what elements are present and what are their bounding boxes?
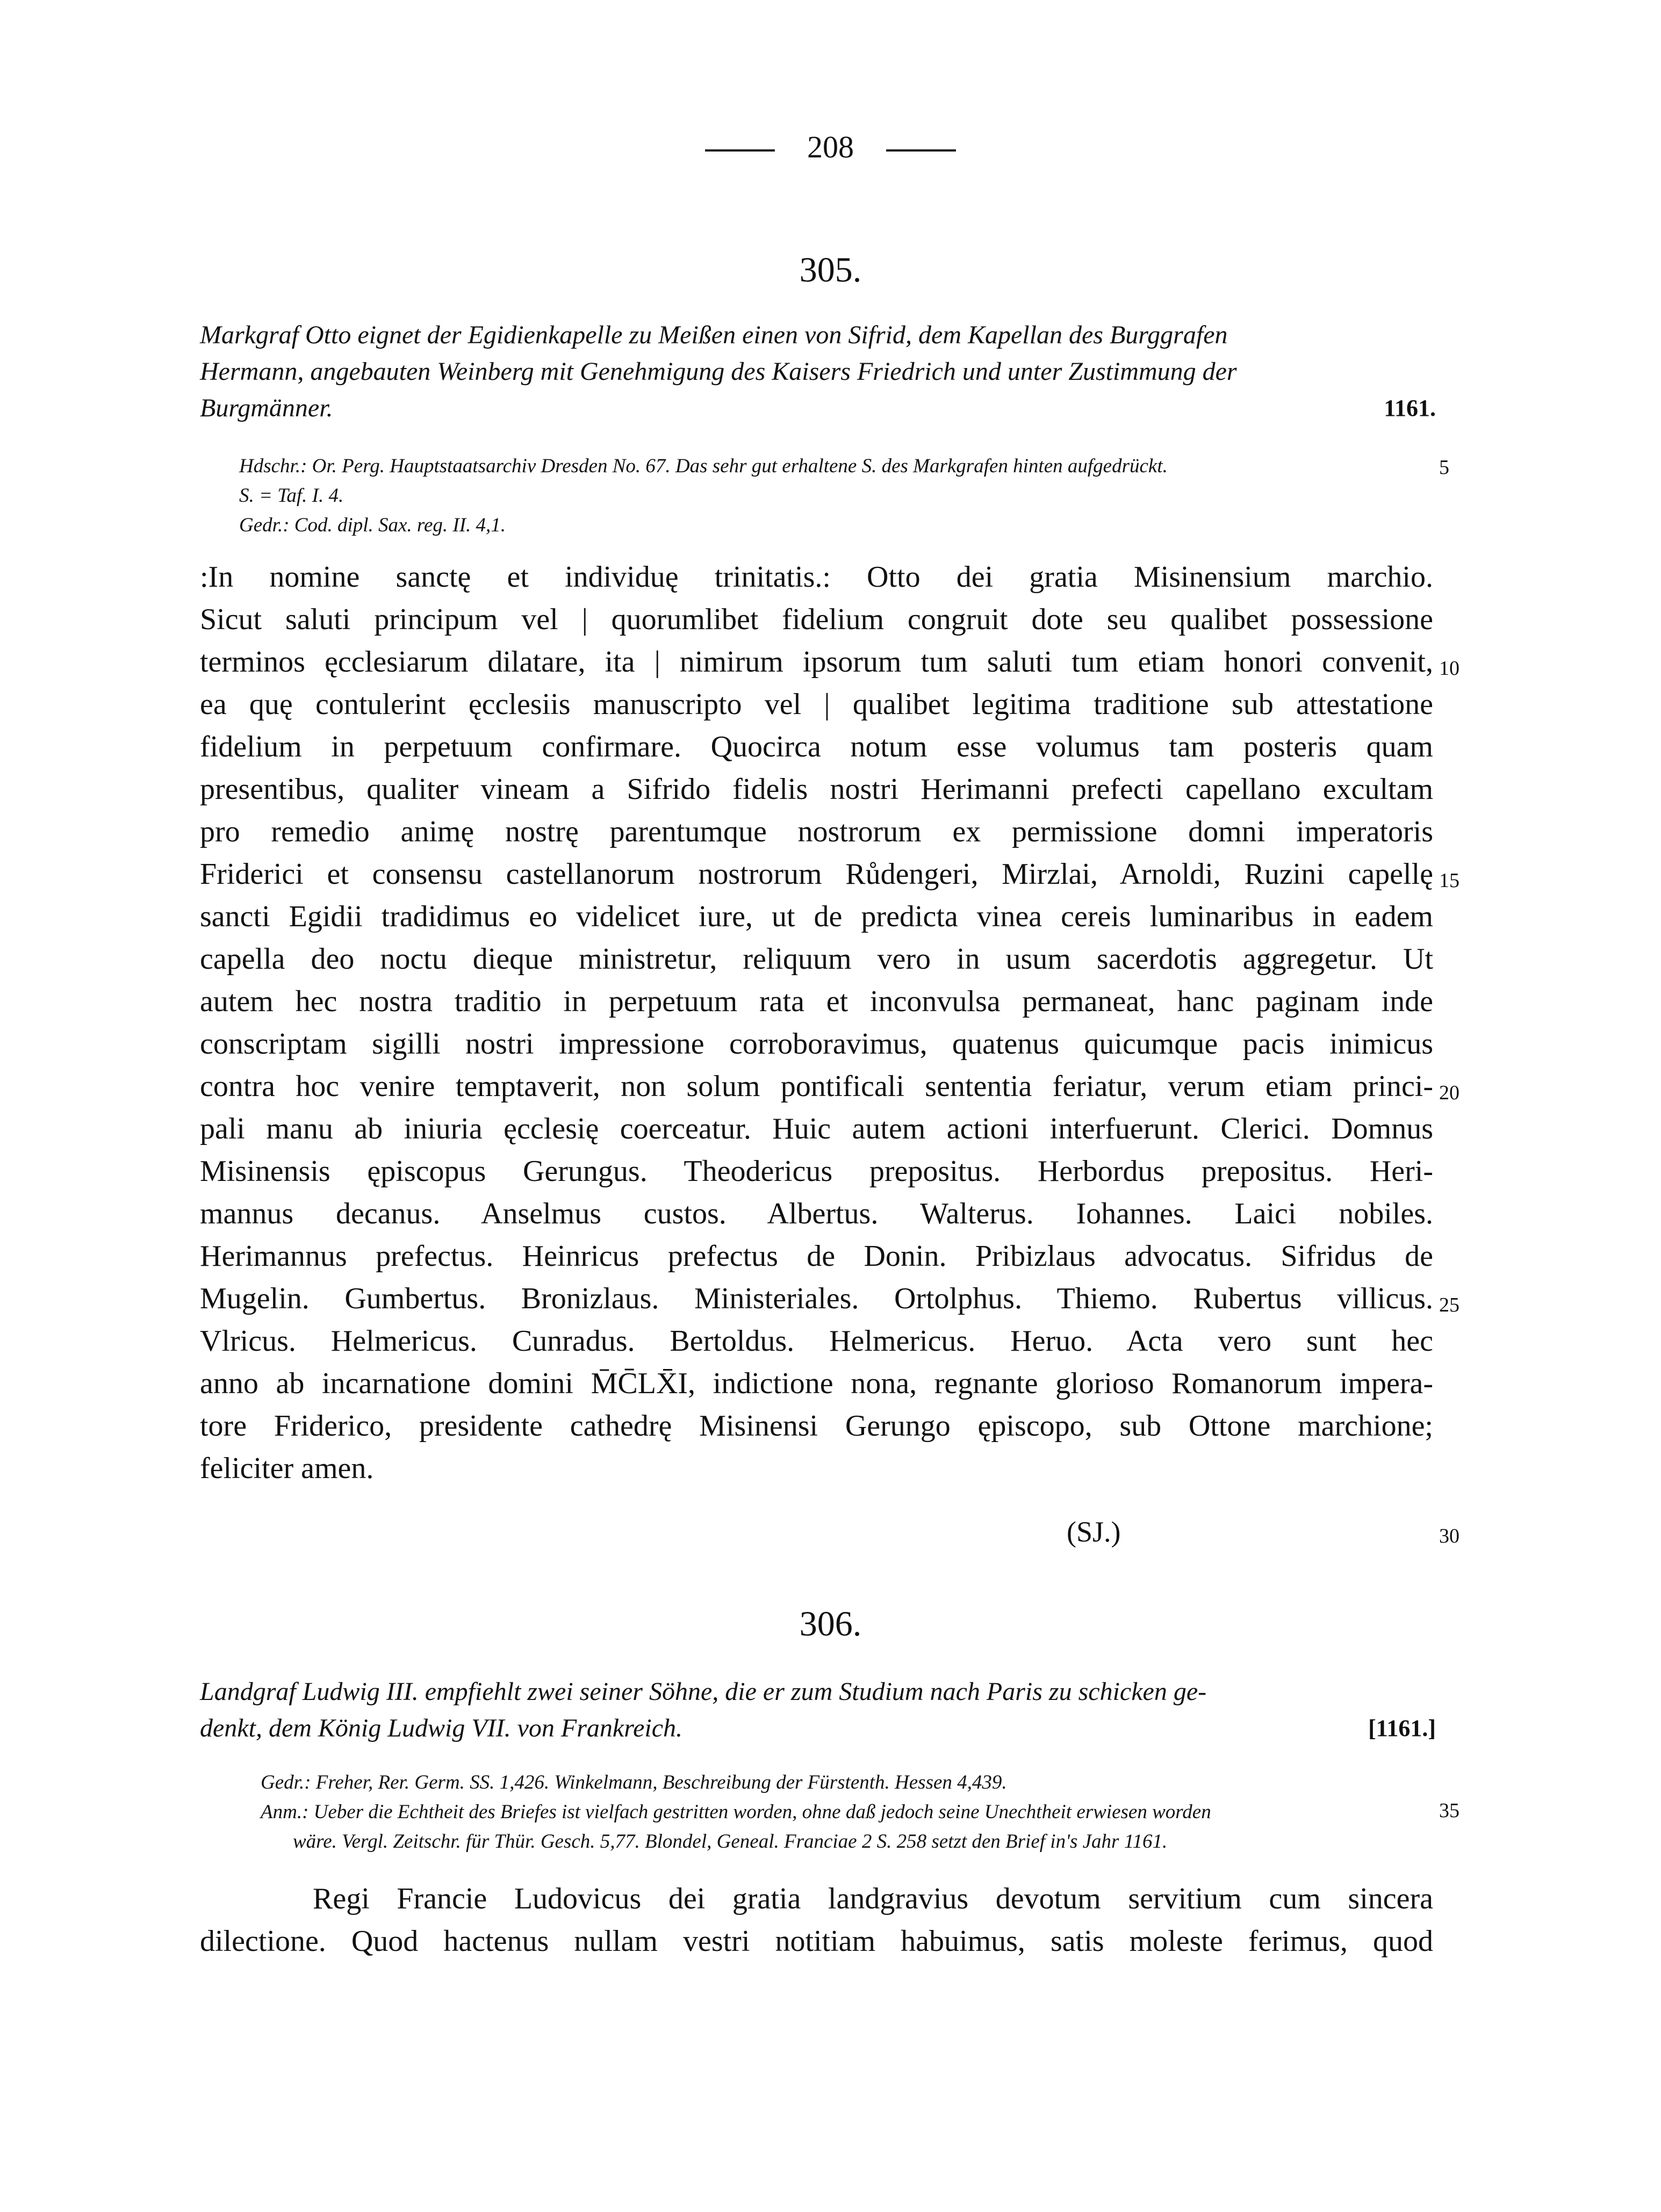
reference-line: wäre. Vergl. Zeitschr. für Thür. Gesch. 5,77. Blondel, Geneal. Franciae 2 S. 258 setzt den Brief in's Jahr 1161. [293, 1831, 1168, 1853]
text-line: ea quę contulerint ęcclesiis manuscripto vel | qualibet legitima traditione sub attestatione [200, 688, 1433, 721]
header-rule-left [705, 149, 775, 152]
page-number: 208 [807, 129, 854, 164]
text-line: capella deo noctu dieque ministretur, reliquum vero in usum sacerdotis aggregetur. Ut [200, 942, 1433, 976]
text-line: pro remedio animę nostrę parentumque nostrorum ex permissione domni imperatoris [200, 815, 1433, 848]
page-header [0, 129, 1661, 165]
text-line: :In nomine sanctę et individuę trinitatis.: Otto dei gratia Misinensium marchio. [200, 560, 1433, 594]
line-number: 20 [1439, 1082, 1459, 1104]
regest-306 [200, 1674, 1436, 1747]
reference-line: Gedr.: Cod. dipl. Sax. reg. II. 4,1. [239, 514, 506, 536]
reference-line: S. = Taf. I. 4. [239, 485, 344, 507]
document-date: [1161.] [1368, 1715, 1436, 1741]
reference-line: Gedr.: Freher, Rer. Germ. SS. 1,426. Winkelmann, Beschreibung der Fürstenth. Hessen 4,439. [261, 1771, 1007, 1793]
regest-line: Burgmänner. [200, 394, 333, 422]
text-line: conscriptam sigilli nostri impressione corroboravimus, quatenus quicumque pacis inimicus [200, 1027, 1433, 1061]
text-line: Sicut saluti principum vel | quorumlibet fidelium congruit dote seu qualibet possessione [200, 603, 1433, 636]
regest-line: Hermann, angebauten Weinberg mit Genehmigung des Kaisers Friedrich und unter Zustimmung der [200, 357, 1237, 386]
charter-text-305 [200, 556, 1433, 1490]
text-line: Misinensis ępiscopus Gerungus. Theodericus prepositus. Herbordus prepositus. Heri- [200, 1155, 1433, 1188]
text-line: presentibus, qualiter vineam a Sifrido fidelis nostri Herimanni prefecti capellano excultam [200, 773, 1433, 806]
reference-line: Hdschr.: Or. Perg. Hauptstaatsarchiv Dresden No. 67. Das sehr gut erhaltene S. des Markgrafen hinten aufgedrückt. [239, 455, 1168, 477]
text-line: contra hoc venire temptaverit, non solum pontificali sententia feriatur, verum etiam princi- [200, 1070, 1433, 1103]
letter-text-306 [200, 1878, 1433, 1963]
regest-last-row [200, 1710, 1436, 1747]
line-number: 5 [1439, 456, 1449, 479]
text-line: dilectione. Quod hactenus nullam vestri notitiam habuimus, satis moleste ferimus, quod [200, 1925, 1433, 1958]
line-number: 25 [1439, 1294, 1459, 1316]
text-line: mannus decanus. Anselmus custos. Albertus. Walterus. Iohannes. Laici nobiles. [200, 1197, 1433, 1230]
line-number: 35 [1439, 1799, 1459, 1822]
text-line: Vlricus. Helmericus. Cunradus. Bertoldus. Helmericus. Heruo. Acta vero sunt hec [200, 1324, 1433, 1358]
header-rule-right [886, 149, 956, 152]
line-number: 10 [1439, 657, 1459, 680]
text-line: tore Friderico, presidente cathedrę Misinensi Gerungo ępiscopo, sub Ottone marchione; [200, 1409, 1433, 1443]
text-line: Mugelin. Gumbertus. Bronizlaus. Ministeriales. Ortolphus. Thiemo. Rubertus villicus. [200, 1282, 1433, 1315]
line-number: 15 [1439, 869, 1459, 892]
text-line: Herimannus prefectus. Heinricus prefectus de Donin. Pribizlaus advocatus. Sifridus de [200, 1240, 1433, 1273]
document-date: 1161. [1384, 395, 1436, 421]
regest-line: denkt, dem König Ludwig VII. von Frankreich. [200, 1714, 683, 1742]
reference-line: Anm.: Ueber die Echtheit des Briefes ist vielfach gestritten worden, ohne daß jedoch seine Unechtheit erwiesen worden [261, 1801, 1211, 1823]
text-line: sancti Egidii tradidimus eo videlicet iure, ut de predicta vinea cereis luminaribus in eadem [200, 900, 1433, 933]
document-number-305: 305. [799, 250, 862, 290]
regest-line: Landgraf Ludwig III. empfiehlt zwei seiner Söhne, die er zum Studium nach Paris zu schicken ge- [200, 1677, 1207, 1706]
text-line: feliciter amen. [200, 1452, 374, 1485]
seal-mark: (SJ.) [1067, 1516, 1121, 1548]
line-number: 30 [1439, 1525, 1459, 1547]
text-line: autem hec nostra traditio in perpetuum rata et inconvulsa permaneat, hanc paginam inde [200, 985, 1433, 1018]
text-line: anno ab incarnatione domini M̄C̄LX̄I, indictione nona, regnante glorioso Romanorum impera- [200, 1367, 1433, 1400]
text-line: fidelium in perpetuum confirmare. Quocirca notum esse volumus tam posteris quam [200, 730, 1433, 763]
document-number-306: 306. [799, 1604, 862, 1644]
regest-last-row [200, 390, 1436, 427]
text-line: pali manu ab iniuria ęcclesię coerceatur. Huic autem actioni interfuerunt. Clerici. Domnus [200, 1112, 1433, 1145]
regest-line: Markgraf Otto eignet der Egidienkapelle zu Meißen einen von Sifrid, dem Kapellan des Burggrafen [200, 321, 1228, 349]
text-line: Friderici et consensu castellanorum nostrorum Růdengeri, Mirzlai, Arnoldi, Ruzini capellę [200, 858, 1433, 891]
regest-305 [200, 317, 1436, 427]
text-line: terminos ęcclesiarum dilatare, ita | nimirum ipsorum tum saluti tum etiam honori convenit, [200, 645, 1433, 679]
text-line: Regi Francie Ludovicus dei gratia landgravius devotum servitium cum sincera [313, 1882, 1433, 1915]
